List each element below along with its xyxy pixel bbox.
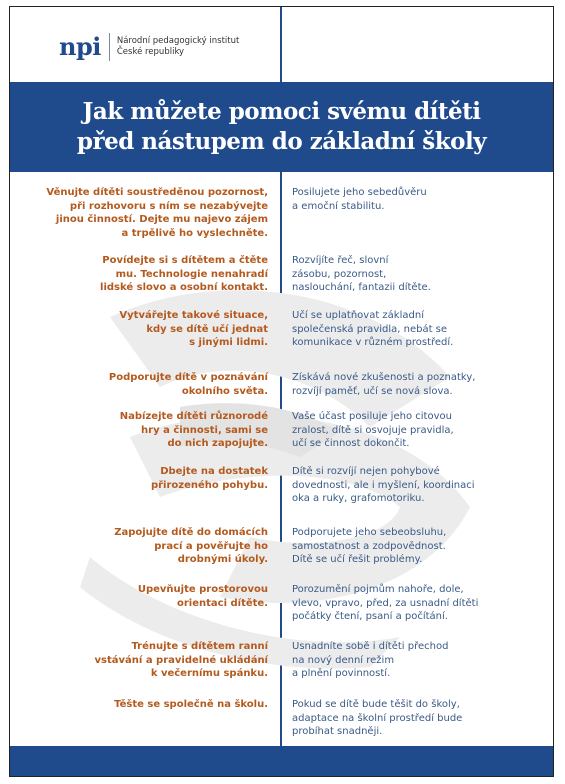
tip-line: Vytvářejte takové situace,: [119, 310, 268, 321]
npi-logo: [59, 33, 239, 61]
benefit-line: Usnadníte sobě i dítěti přechod: [292, 641, 449, 652]
benefit-line: Rozvíjíte řeč, slovní: [292, 255, 389, 266]
benefit-line: Dítě se učí řešit problémy.: [292, 554, 423, 566]
benefit-text: [292, 309, 492, 350]
tip-text: [30, 371, 268, 398]
benefit-line: Pokud se dítě bude těšit do školy,: [292, 699, 460, 710]
benefit-line: na nový denní režim: [292, 654, 395, 666]
tip-text: [30, 698, 268, 712]
tip-line: orientaci dítěte.: [176, 597, 268, 609]
tip-line: Upevňujte prostorovou: [137, 584, 268, 595]
tip-line: kdy se dítě učí jednat: [146, 323, 268, 335]
benefit-line: oka a ruky, grafomotoriku.: [292, 493, 425, 505]
benefit-line: zásobu, pozornost,: [292, 268, 387, 280]
tip-line: okolního světa.: [181, 385, 268, 397]
tip-line: a trpělivě ho vyslechněte.: [121, 227, 268, 239]
benefit-line: počátky čtení, psaní a počítání.: [292, 611, 448, 623]
benefit-line: Porozumění pojmům nahoře, dole,: [292, 584, 464, 595]
benefit-line: Vaše účast posiluje jeho citovou: [292, 411, 452, 422]
tip-line: Nabízejte dítěti různorodé: [119, 411, 268, 422]
tip-line: drobnými úkoly.: [177, 554, 268, 566]
title-line-1: Jak můžete pomoci svému dítěti: [82, 98, 481, 125]
benefit-line: zralost, dítě si osvojuje pravidla,: [292, 424, 454, 436]
tip-line: Věnujte dítěti soustředěnou pozornost,: [46, 187, 268, 198]
benefit-line: samostatnost a zodpovědnost.: [292, 540, 446, 552]
benefit-line: učí se činnost dokončit.: [292, 438, 410, 450]
benefit-line: společenská pravidla, nebát se: [292, 323, 448, 335]
tip-line: s jinými lidmi.: [189, 337, 268, 349]
title-band: [10, 82, 553, 172]
benefit-line: Podporujete jeho sebeobsluhu,: [292, 527, 447, 538]
benefit-text: [292, 526, 492, 567]
tip-text: [30, 254, 268, 295]
tip-line: lidské slovo a osobní kontakt.: [100, 282, 268, 294]
benefit-text: [292, 410, 492, 451]
benefit-line: naslouchání, fantazii dítěte.: [292, 282, 431, 294]
logo-mark: npi: [59, 32, 101, 61]
tip-line: Dbejte na dostatek: [160, 466, 268, 477]
benefit-text: [292, 186, 492, 213]
logo-divider: [109, 33, 110, 61]
tip-line: Těšte se společně na školu.: [114, 699, 268, 710]
tip-line: hry a činnosti, sami se: [141, 424, 268, 436]
tip-text: [30, 465, 268, 492]
tip-line: jinou činností. Dejte mu najevo zájem: [55, 214, 268, 226]
poster: [9, 6, 554, 777]
benefit-line: probíhat snadněji.: [292, 726, 383, 738]
tip-line: vstávání a pravidelné ukládání: [94, 654, 268, 666]
tip-line: Trénujte s dítětem ranní: [131, 641, 268, 652]
tip-text: [30, 526, 268, 567]
tip-text: [30, 309, 268, 350]
footer-band: [10, 746, 553, 776]
tip-line: Zapojujte dítě do domácích: [114, 527, 268, 538]
tip-line: mu. Technologie nenahradí: [115, 268, 268, 280]
benefit-text: [292, 583, 492, 624]
title-line-2: před nástupem do základní školy: [76, 128, 487, 155]
benefit-line: Získává nové zkušenosti a poznatky,: [292, 372, 476, 383]
benefit-text: [292, 465, 492, 506]
logo-line-2: České republiky: [116, 47, 185, 57]
tip-line: Podporujte dítě v poznávání: [108, 372, 268, 383]
benefit-line: dovednosti, ale i myšlení, koordinaci: [292, 479, 475, 491]
tip-text: [30, 640, 268, 681]
tip-line: při rozhovoru s ním se nezabývejte: [69, 200, 268, 212]
benefit-text: [292, 254, 492, 295]
logo-text: [117, 36, 239, 58]
benefit-text: [292, 640, 492, 681]
tip-line: k večernímu spánku.: [150, 668, 268, 680]
benefit-line: a emoční stabilitu.: [292, 200, 385, 212]
benefit-line: Posilujete jeho sebedůvěru: [292, 187, 427, 198]
benefit-text: [292, 371, 492, 398]
benefit-line: adaptace na školní prostředí bude: [292, 712, 463, 724]
tip-line: Povídejte si s dítětem a čtěte: [102, 255, 268, 266]
tip-line: prací a pověřujte ho: [154, 540, 268, 552]
tip-line: přirozeného pohybu.: [150, 479, 268, 491]
benefit-line: komunikace v různém prostředí.: [292, 337, 454, 349]
tip-text: [30, 186, 268, 240]
logo-line-1: Národní pedagogický institut: [116, 36, 240, 46]
benefit-text: [292, 698, 492, 739]
benefit-line: Učí se uplatňovat základní: [292, 310, 424, 321]
tip-text: [30, 583, 268, 610]
benefit-line: Dítě si rozvíjí nejen pohybové: [292, 466, 440, 477]
tip-text: [30, 410, 268, 451]
benefit-line: vlevo, vpravo, před, za usnadní dítěti: [292, 597, 479, 609]
benefit-line: rozvíjí paměť, učí se nová slova.: [292, 385, 453, 397]
tip-line: do nich zapojujte.: [167, 438, 268, 450]
benefit-line: a plnění povinností.: [292, 668, 391, 680]
